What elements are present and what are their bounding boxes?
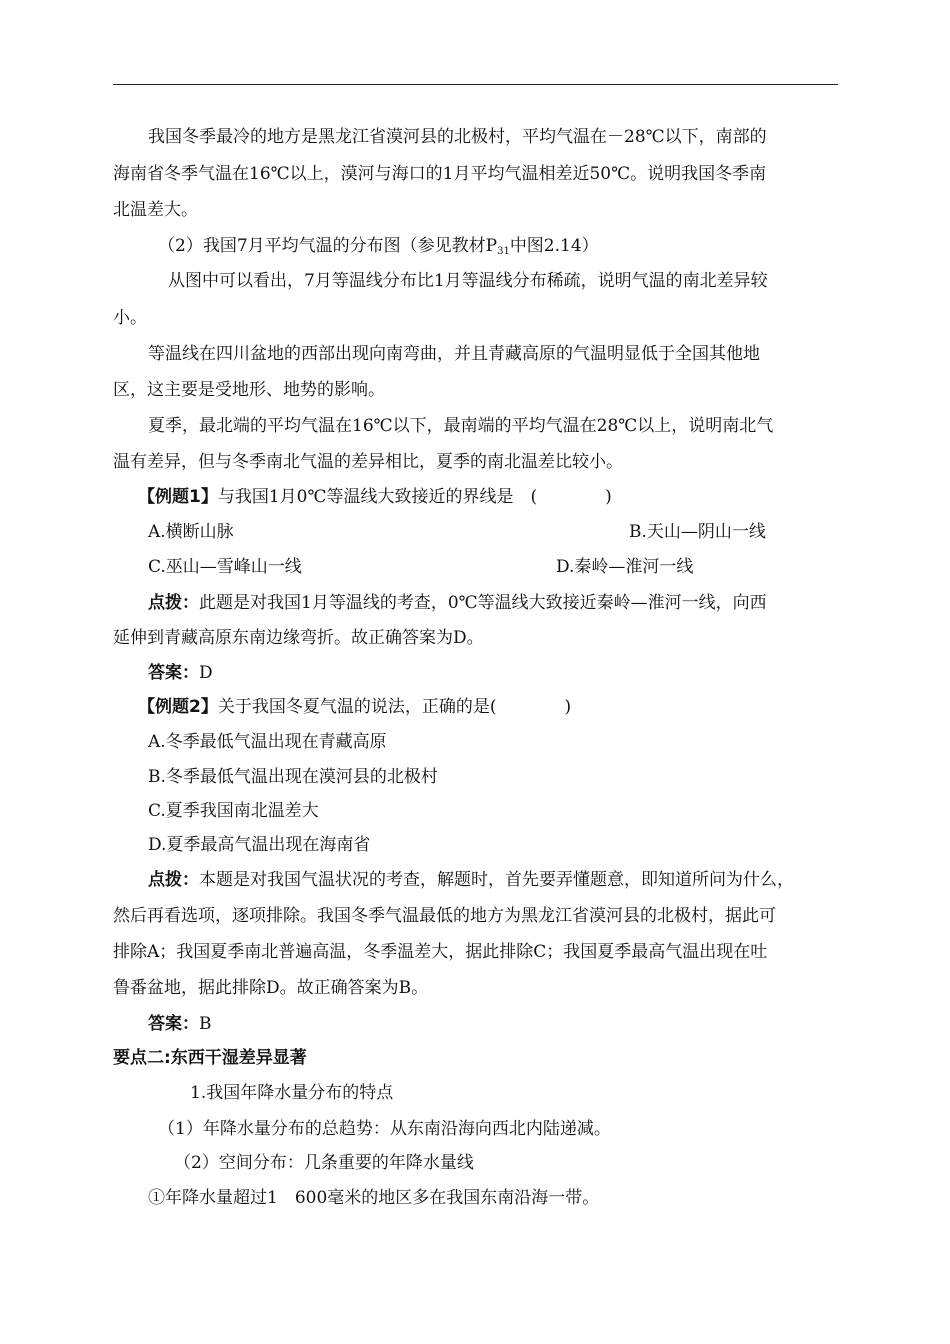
option-c: C.巫山—雪峰山一线: [148, 557, 302, 577]
header-rule: [113, 84, 838, 85]
hint-label: 点拨：: [148, 593, 199, 613]
hint-line: 然后再看选项，逐项排除。我国冬季气温最低的地方为黑龙江省漠河县的北极村，据此可: [113, 906, 776, 926]
example-2-question: [138, 696, 571, 718]
para-line: 等温线在四川盆地的西部出现向南弯曲，并且青藏高原的气温明显低于全国其他地: [148, 344, 760, 364]
heading-text-tail: 中图2.14）: [509, 236, 599, 256]
option-b: B.冬季最低气温出现在漠河县的北极村: [148, 767, 438, 787]
question-text: 关于我国冬夏气温的说法，正确的是( ): [217, 697, 572, 717]
para-line: 海南省冬季气温在16℃以上，漠河与海口的1月平均气温相差近50℃。说明我国冬季南: [113, 164, 767, 184]
list-item: ①年降水量超过1 600毫米的地区多在我国东南沿海一带。: [148, 1188, 600, 1208]
para-line: 区，这主要是受地形、地势的影响。: [113, 380, 385, 400]
option-c: C.夏季我国南北温差大: [148, 801, 319, 821]
subheading: （2）空间分布：几条重要的年降水量线: [174, 1153, 474, 1173]
example-2-answer: [148, 1013, 212, 1035]
example-2-hint: [148, 869, 794, 891]
para-line: 温有差异，但与冬季南北气温的差异相比，夏季的南北温差比较小。: [113, 452, 623, 472]
example-1-question: [138, 486, 612, 508]
hint-line: 鲁番盆地，据此排除D。故正确答案为B。: [113, 978, 429, 998]
para-line: 北温差大。: [113, 200, 198, 220]
option-a: A.冬季最低气温出现在青藏高原: [148, 732, 387, 752]
hint-line: 排除A；我国夏季南北普遍高温，冬季温差大，据此排除C；我国夏季最高气温出现在吐: [113, 942, 768, 962]
page-subscript: 31: [497, 246, 510, 257]
subheading: 1.我国年降水量分布的特点: [190, 1083, 394, 1103]
answer-value: B: [199, 1014, 212, 1034]
hint-text: 本题是对我国气温状况的考查，解题时，首先要弄懂题意，即知道所问为什么，: [199, 870, 794, 890]
key-point-2-heading: 要点二:东西干湿差异显著: [113, 1048, 307, 1068]
question-text: 与我国1月0℃等温线大致接近的界线是 ( ): [217, 487, 612, 507]
option-b: B.天山—阴山一线: [629, 522, 766, 542]
answer-value: D: [199, 663, 213, 683]
option-d: D.夏季最高气温出现在海南省: [148, 835, 371, 855]
hint-label: 点拨：: [148, 870, 199, 890]
para-line: 我国冬季最冷的地方是黑龙江省漠河县的北极村，平均气温在－28℃以下，南部的: [148, 127, 767, 147]
example-1-answer: [148, 662, 213, 684]
para-line: 小。: [113, 308, 147, 328]
subheading: （1）年降水量分布的总趋势：从东南沿海向西北内陆递减。: [158, 1119, 611, 1139]
section-heading-july-map: [158, 235, 599, 263]
example-label: 【例题1】: [138, 487, 218, 507]
para-line: 从图中可以看出，7月等温线分布比1月等温线分布稀疏，说明气温的南北差异较: [168, 271, 768, 291]
option-a: A.横断山脉: [148, 522, 234, 542]
hint-line: 延伸到青藏高原东南边缘弯折。故正确答案为D。: [113, 628, 484, 648]
para-line: 夏季，最北端的平均气温在16℃以下，最南端的平均气温在28℃以上，说明南北气: [148, 416, 774, 436]
answer-label: 答案：: [148, 1014, 199, 1034]
answer-label: 答案：: [148, 663, 199, 683]
heading-text: （2）我国7月平均气温的分布图（参见教材P: [158, 236, 498, 256]
hint-text: 此题是对我国1月等温线的考查，0℃等温线大致接近秦岭—淮河一线，向西: [199, 593, 767, 613]
example-label: 【例题2】: [138, 697, 218, 717]
example-1-hint: [148, 592, 767, 614]
option-d: D.秦岭—淮河一线: [556, 557, 694, 577]
